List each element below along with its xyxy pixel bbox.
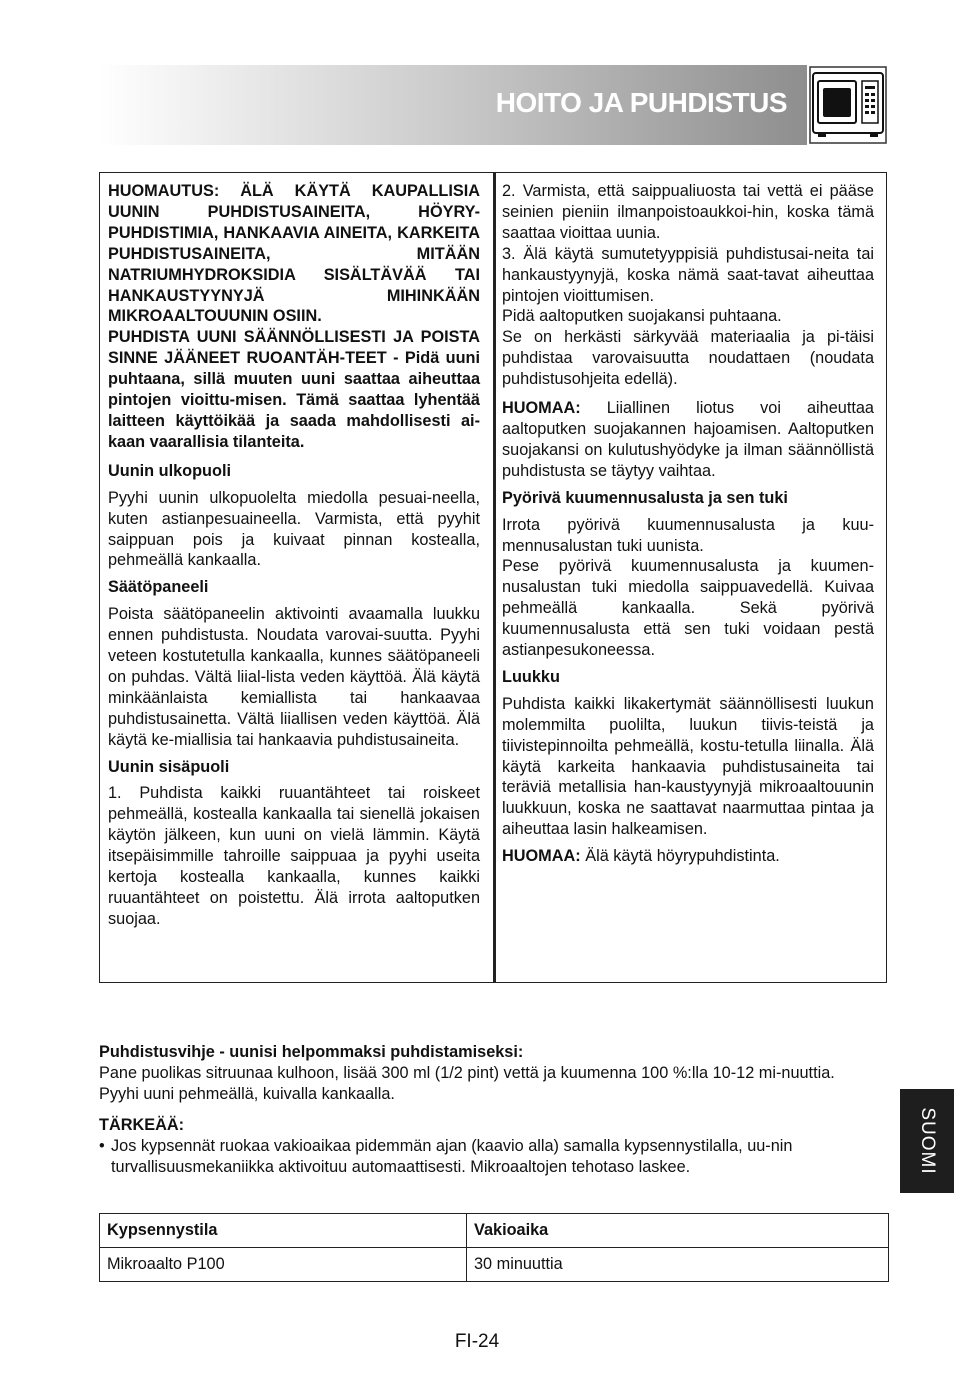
cleaning-tip-wipe: Pyyhi uuni pehmeällä, kuivalla kankaalla. [99,1084,395,1103]
table-row [100,1248,889,1282]
clean-regularly-notice: PUHDISTA UUNI SÄÄNNÖLLISESTI JA POISTA SINNE JÄÄNEET RUOANTÄH-TEET - Pidä uuni puhtaana, sillä muuten uuni saattaa aiheuttaa pintojen vioittu-misen. Tämä saattaa lyhentää laitteen käyttöikää ja saada mahdollisesti ai-kaan vaarallisia tilanteita. [108,328,480,451]
cleaning-tip-text: Pane puolikas sitruunaa kulhoon, lisää 300 ml (1/2 pint) vettä ja kuumenna 100 %:lla 10-12 mi-nuuttia. [99,1063,835,1082]
exterior-text: Pyyhi uunin ulkopuolelta miedolla pesuai-neella, kuten astianpesuaineella. Varmista, että pyyhit saippuan pois ja kuivaat pinnan kostealla, pehmeällä kankaalla. [108,488,480,570]
cleaning-tip-section [99,1042,889,1177]
language-tab [900,1089,954,1193]
table-cell-mode: Mikroaalto P100 [100,1248,467,1282]
important-bullet [99,1136,889,1178]
page-number: FI-24 [454,1331,500,1352]
soaking-warning [502,398,874,482]
note-text: Liiallinen liotus voi aiheuttaa aaltoputken suojakannen hajoamisen. Aaltoputken suojakansi on kulutushyödyke ja ilman säännöllistä puhdistusta se täytyy vaihtaa. [502,399,874,480]
left-column [108,181,480,936]
table-header-default-time: Vakioaika [467,1214,889,1248]
waveguide-cover-note: Pidä aaltoputken suojakansi puhtaana. [502,307,782,326]
table-header-row [100,1214,889,1248]
note-label: HUOMAA: [502,399,581,418]
note-text: Älä käytä höyrypuhdistinta. [580,847,780,866]
fragile-material-note: Se on herkästi särkyvää materiaalia ja pi-täisi puhdistaa varovaisuutta noudattaen (noudata puhdistusohjeita edellä). [502,328,874,389]
microwave-icon [808,65,888,145]
instructions-box [99,172,887,983]
interior-heading: Uunin sisäpuoli [108,757,230,776]
cooking-mode-table [99,1213,889,1282]
table-header-cooking-mode: Kypsennystila [100,1214,467,1248]
column-divider [493,173,496,982]
important-text: Jos kypsennät ruokaa vakioaikaa pidemmän ajan (kaavio alla) samalla kypsennystilalla, uu-nin turvallisuusmekaniikka aktivoituu automaattisesti. Mikroaaltojen tehotaso laskee. [111,1136,793,1176]
section-header [99,65,807,145]
right-column [502,181,874,873]
section-title: HOITO JA PUHDISTUS [495,87,787,118]
control-panel-heading: Säätöpaneeli [108,578,209,597]
door-heading: Luukku [502,667,560,686]
spray-cleaner-note: 3. Älä käytä sumutetyyppisiä puhdistusai-neita tai hankaustyynyjä, koska nämä saat-tavat aiheuttaa pintojen vioittumisen. [502,244,874,305]
interior-text: 1. Puhdista kaikki ruuantähteet tai roiskeet pehmeällä, kostealla kankaalla tai sienellä jokaisen käytön jälkeen, kun uuni on vielä lämmin. Käytä itsepäisimmille tahroille saippuaa ja pyyhi useita kertoja kostealla kankaalla, kunnes kaikki ruuantähteet on poistettu. Älä irrota aaltoputken suojaa. [108,784,480,928]
turntable-wash-text: Pese pyörivä kuumennusalusta ja kuumen-nusalustan tuki miedolla saippuavedellä. Kuivaa pehmeällä kankaalla. Sekä pyörivä kuumennusalusta että sen tuki voidaan pestä astianpesukoneessa. [502,557,874,660]
steam-cleaner-warning [502,846,874,867]
note-label: HUOMAA: [502,847,581,866]
turntable-remove-text: Irrota pyörivä kuumennusalusta ja kuu-mennusalustan tuki uunista. [502,515,874,555]
warning-notice: HUOMAUTUS: ÄLÄ KÄYTÄ KAUPALLISIA UUNIN PUHDISTUSAINEITA, HÖYRY-PUHDISTIMIA, HANKAAVIA AINEITA, KARKEITA PUHDISTUSAINEITA, MITÄÄN NATRIUMHYDROKSIDIA SISÄLTÄVÄÄ TAI HANKAUSTYYNYJÄ MIHINKÄÄN MIKROAALTOUUNIN OSIIN. [108,182,480,326]
important-heading: TÄRKEÄÄ: [99,1115,185,1134]
ventilation-note: 2. Varmista, että saippualiuosta tai vettä ei pääse seinien pieniin ilmanpoistoaukkoi-hin, koska tämä saattaa vioittaa uunia. [502,182,874,242]
cleaning-tip-heading: Puhdistusvihje - uunisi helpommaksi puhdistamiseksi: [99,1043,524,1061]
table-cell-time: 30 minuuttia [467,1248,889,1282]
language-tab-label: SUOMI [917,1107,938,1175]
control-panel-text: Poista säätöpaneelin aktivointi avaamalla luukku ennen puhdistusta. Noudata varovai-suutta. Pyyhi veteen kostutetulla kankaalla, kunnes säätöpaneeli on puhdas. Vältä liial-lista veden käyttöä. Älä käytä minkäänlaista kemiallista tai hankaavaa puhdistusainetta. Vältä liiallisen veden käyttöä. Älä käytä ke-miallisia tai hankaavia puhdistusaineita. [108,605,480,749]
door-text: Puhdista kaikki likakertymät säännöllisesti luukun molemmilta puolilta, luukun tiivis-teistä ja tiivistepinnoilta pehmeällä, kostu-tetulla liinalla. Älä käytä karkeita hankaavia puhdistusaineita tai teräviä metallisia han-kaustyynyjä mikroaaltouunin luukkuun, koska ne saattavat naarmuttaa pintaa ja aiheuttaa lasin halkeamisen. [502,694,874,839]
turntable-heading: Pyörivä kuumennusalusta ja sen tuki [502,488,788,507]
exterior-heading: Uunin ulkopuoli [108,461,231,480]
bullet-icon: • [99,1136,105,1155]
